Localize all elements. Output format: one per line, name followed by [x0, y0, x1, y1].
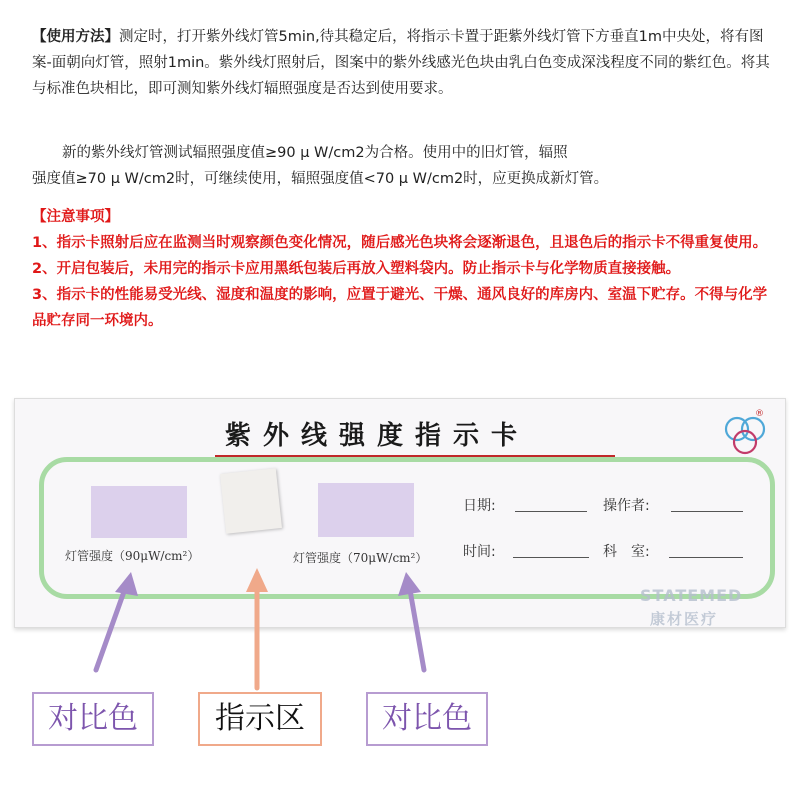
department-label: 科 室: [603, 544, 650, 560]
usage-label: 【使用方法】 [32, 29, 119, 45]
usage-body: 测定时，打开紫外线灯管5min,待其稳定后，将指示卡置于距紫外线灯管下方垂直1m中央处，将有图案-面朝向灯管，照射1min。紫外线灯照射后，图案中的紫外线感光色块由乳白色变成深浅程度不同的紫红色。将其与标准色块相比，即可测知紫外线灯辐照强度是否达到使用要求。 [32, 29, 770, 97]
note-item-3: 3、指示卡的性能易受光线、湿度和温度的影响，应置于避光、干燥、通风良好的库房内、室温下贮存。不得与化学品贮存同一环境内。 [32, 287, 768, 329]
arrow-left-icon [96, 572, 138, 670]
note-item-2: 2、开启包装后，未用完的指示卡应用黑纸包装后再放入塑料袋内。防止指示卡与化学物质直接接触。 [32, 261, 681, 277]
standard-line-1: 新的紫外线灯管测试辐照强度值≥90 μ W/cm2为合格。使用中的旧灯管，辐照 [62, 145, 568, 161]
card-title: 紫外线强度指示卡 [225, 421, 530, 451]
contrast-color-label-right: 对比色 [366, 692, 488, 746]
watermark-brand-cn: 康材医疗 [650, 610, 719, 628]
notes-heading: 【注意事项】 [32, 209, 119, 225]
registered-mark: ® [755, 409, 764, 419]
time-label: 时间: [463, 544, 496, 560]
watermark-brand-en: STATEMED [640, 586, 743, 605]
lamp-intensity-70-label: 灯管强度（70μW/cm²） [293, 551, 428, 565]
contrast-color-label-left: 对比色 [32, 692, 154, 746]
date-label: 日期: [463, 498, 496, 514]
arrow-right-icon [398, 572, 424, 670]
standard-line-2: 强度值≥70 μ W/cm2时，可继续使用，辐照强度值<70 μ W/cm2时，应更换成新灯管。 [32, 171, 609, 187]
operator-label: 操作者: [603, 498, 650, 514]
lamp-intensity-90-label: 灯管强度（90μW/cm²） [65, 549, 200, 563]
indicator-area-label: 指示区 [198, 692, 322, 746]
arrow-middle-icon [246, 568, 268, 688]
note-item-1: 1、指示卡照射后应在监测当时观察颜色变化情况，随后感光色块将会逐渐退色，且退色后的指示卡不得重复使用。 [32, 235, 768, 251]
